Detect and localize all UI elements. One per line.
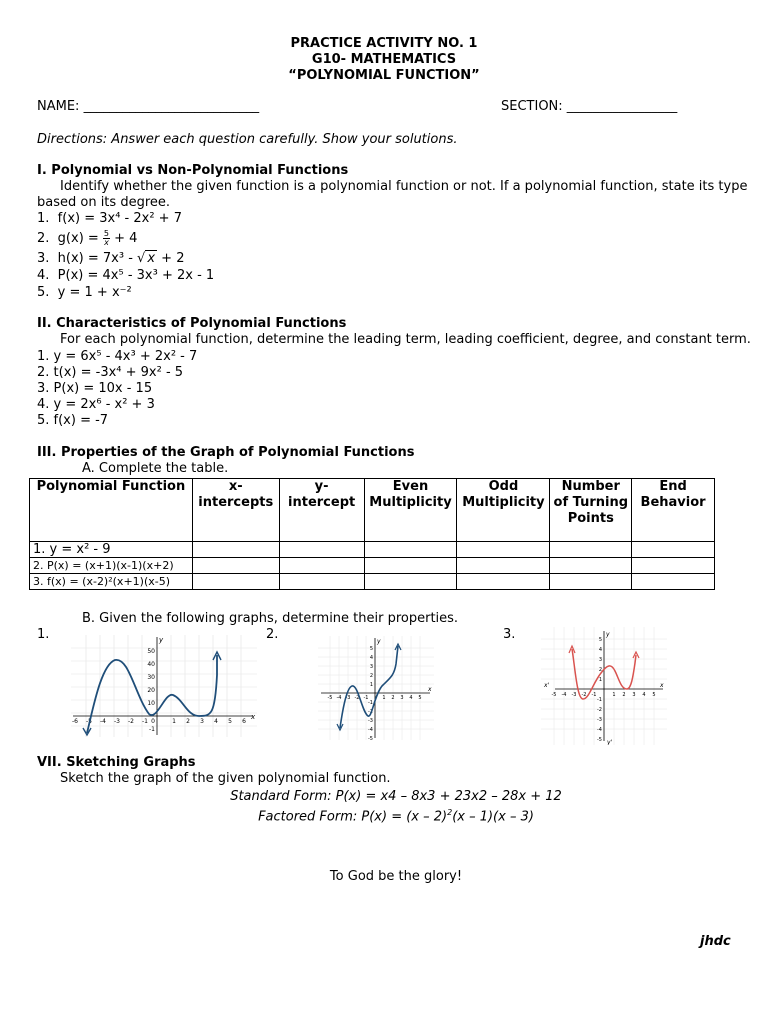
x-tick: -4 [561,692,567,698]
y-tick: 30 [147,674,155,681]
y-tick: 5 [598,637,602,643]
part1-item: 2. g(x) = $\frac{5}{x}$ + 4 [37,229,138,247]
name-blank: ___________________________ [83,99,260,114]
table-cell-blank[interactable] [192,574,279,590]
x-tick: -3 [114,718,120,725]
y-axis-label: y [377,638,381,645]
x-tick: -5 [86,718,92,725]
part1-title: I. Polynomial vs Non-Polynomial Functions [37,163,349,178]
y-axis-label: y [159,636,164,644]
subject-title: G10- MATHEMATICS [311,52,457,67]
part2-item: 5. f(x) = -7 [37,413,109,428]
part2-item: 1. y = 6x⁵ - 4x³ + 2x² - 7 [37,349,198,364]
part1-instruction: Identify whether the given function is a polynomial function or not. If a polynomial function, state its type [60,179,748,194]
x-axis-label: x [660,682,664,689]
closing-message: To God be the glory! [329,869,463,884]
part3-sub-a: A. Complete the table. [82,461,229,476]
table-cell-blank[interactable] [632,542,715,558]
part2-item: 4. y = 2x⁶ - x² + 3 [37,397,155,412]
x-tick: -5 [551,692,557,698]
table-cell-blank[interactable] [550,558,632,574]
y-tick: 1 [369,682,373,688]
x-tick: -2 [354,695,360,701]
graph-number: 2. [266,627,279,642]
x-tick: 2 [622,692,626,698]
y-tick: -1 [368,700,373,706]
x-tick: -1 [591,692,597,698]
part2-item: 2. t(x) = -3x⁴ + 9x² - 5 [37,365,184,380]
author-signature: jhdc [700,934,731,949]
table-cell-blank[interactable] [632,574,715,590]
x-tick: -1 [363,695,369,701]
directions: Directions: Answer each question carefully. Show your solutions. [37,132,458,147]
y-tick: -4 [597,727,602,733]
part1-item: 4. P(x) = 4x⁵ - 3x³ + 2x - 1 [37,268,215,283]
col-header: Polynomial Function [30,479,193,542]
x-tick: -1 [142,718,148,725]
y-tick: -2 [368,709,373,715]
col-header: End Behavior [632,479,715,542]
table-cell-function: 1. y = x² - 9 [30,542,193,558]
table-cell-function: 2. P(x) = (x+1)(x-1)(x+2) [30,558,193,574]
part2-instruction: For each polynomial function, determine the leading term, leading coefficient, degree, and constant term. [60,332,751,347]
x-tick: -2 [128,718,134,725]
radicand: x [147,251,156,266]
table-cell-blank[interactable] [550,542,632,558]
table-cell-blank[interactable] [364,558,457,574]
activity-title: PRACTICE ACTIVITY NO. 1 [290,36,478,51]
x-tick: 1 [172,718,176,725]
table-cell-blank[interactable] [279,558,364,574]
col-header: y-intercept [279,479,364,542]
part7-instruction: Sketch the graph of the given polynomial function. [60,771,391,786]
y-tick: 10 [147,700,155,707]
x-tick: -4 [336,695,342,701]
y-tick: -1 [597,697,602,703]
x-tick: 2 [186,718,190,725]
y-tick: 1 [598,677,602,683]
section-field[interactable] [501,99,677,115]
topic-title: “POLYNOMIAL FUNCTION” [288,68,480,83]
x-axis-label: x [428,686,432,693]
y-tick: -3 [597,717,602,723]
table-cell-blank[interactable] [632,558,715,574]
name-field[interactable] [37,99,259,115]
part3-sub-b: B. Given the following graphs, determine their properties. [82,611,459,626]
y-tick: 40 [147,661,155,668]
graph-2 [318,636,434,740]
table-row [30,558,715,574]
table-cell-blank[interactable] [192,542,279,558]
x-tick: 1 [382,695,386,701]
x-tick: 6 [242,718,246,725]
table-row [30,574,715,590]
table-cell-blank[interactable] [550,574,632,590]
x-axis-label-left: x' [544,682,550,689]
x-tick: 5 [652,692,656,698]
table-cell-blank[interactable] [457,558,550,574]
part7-title: VII. Sketching Graphs [37,755,196,770]
part1-instruction-cont: based on its degree. [37,195,171,210]
y-tick: 2 [369,673,373,679]
y-tick: -2 [597,707,602,713]
y-tick: -5 [597,737,602,743]
x-tick: -2 [581,692,587,698]
y-axis-label-bottom: y' [607,739,613,745]
x-tick: 1 [612,692,616,698]
col-header: x-intercepts [192,479,279,542]
part3-title: III. Properties of the Graph of Polynomial Functions [37,445,415,460]
x-tick: -5 [327,695,333,701]
x-tick: -3 [345,695,351,701]
part2-title: II. Characteristics of Polynomial Functions [37,316,347,331]
x-tick: 4 [214,718,218,725]
y-tick: 20 [147,687,155,694]
properties-table [29,478,715,590]
y-tick: -4 [368,727,373,733]
y-tick: -3 [368,718,373,724]
y-tick: 3 [369,664,373,670]
graph-3 [541,627,667,745]
standard-form: Standard Form: P(x) = x4 – 8x3 + 23x2 – 28x + 12 [230,789,562,804]
table-cell-blank[interactable] [279,542,364,558]
x-axis-label: x [251,713,256,721]
section-label: SECTION: [501,99,563,114]
graph-number: 3. [503,627,516,642]
col-header: Even Multiplicity [364,479,457,542]
x-tick: -6 [72,718,78,725]
y-tick: 3 [598,657,602,663]
y-axis-label: y [606,631,610,638]
table-cell-function: 3. f(x) = (x-2)²(x+1)(x-5) [30,574,193,590]
x-tick: 5 [418,695,422,701]
table-cell-blank[interactable] [279,574,364,590]
x-tick: -3 [571,692,577,698]
graph-number: 1. [37,627,50,642]
part1-item: 3. h(x) = 7x³ - √ x + 2 [37,251,185,266]
part1-item: 1. f(x) = 3x⁴ - 2x² + 7 [37,211,182,226]
col-header: Odd Multiplicity [457,479,550,542]
x-tick: 4 [409,695,413,701]
x-tick: 3 [632,692,636,698]
x-tick: 3 [400,695,404,701]
section-blank: _________________ [566,99,678,114]
y-tick: -5 [368,736,373,740]
fraction: $\frac{5}{x}$ [103,229,110,247]
col-header: Number of Turning Points [550,479,632,542]
table-header-row [30,479,715,542]
x-tick: 3 [200,718,204,725]
table-row [30,542,715,558]
x-tick: 5 [228,718,232,725]
x-tick: 4 [642,692,646,698]
part2-item: 3. P(x) = 10x - 15 [37,381,153,396]
y-tick: 2 [598,667,602,673]
part1-item: 5. y = 1 + x⁻² [37,285,132,300]
x-tick: 2 [391,695,395,701]
y-tick: 5 [369,646,373,652]
table-cell-blank[interactable] [192,558,279,574]
table-cell-blank[interactable] [457,574,550,590]
graph-1 [71,635,257,737]
y-tick: -1 [149,726,155,733]
x-tick: 0 [151,718,155,725]
x-tick: -4 [100,718,106,725]
table-cell-blank[interactable] [364,574,457,590]
y-tick: 4 [369,655,373,661]
y-tick: 4 [598,647,602,653]
table-cell-blank[interactable] [457,542,550,558]
name-label: NAME: [37,99,80,114]
y-tick: 50 [147,648,155,655]
factored-form: Factored Form: P(x) = (x – 2)$^2$(x – 1)(x – 3) [258,808,534,825]
table-cell-blank[interactable] [364,542,457,558]
